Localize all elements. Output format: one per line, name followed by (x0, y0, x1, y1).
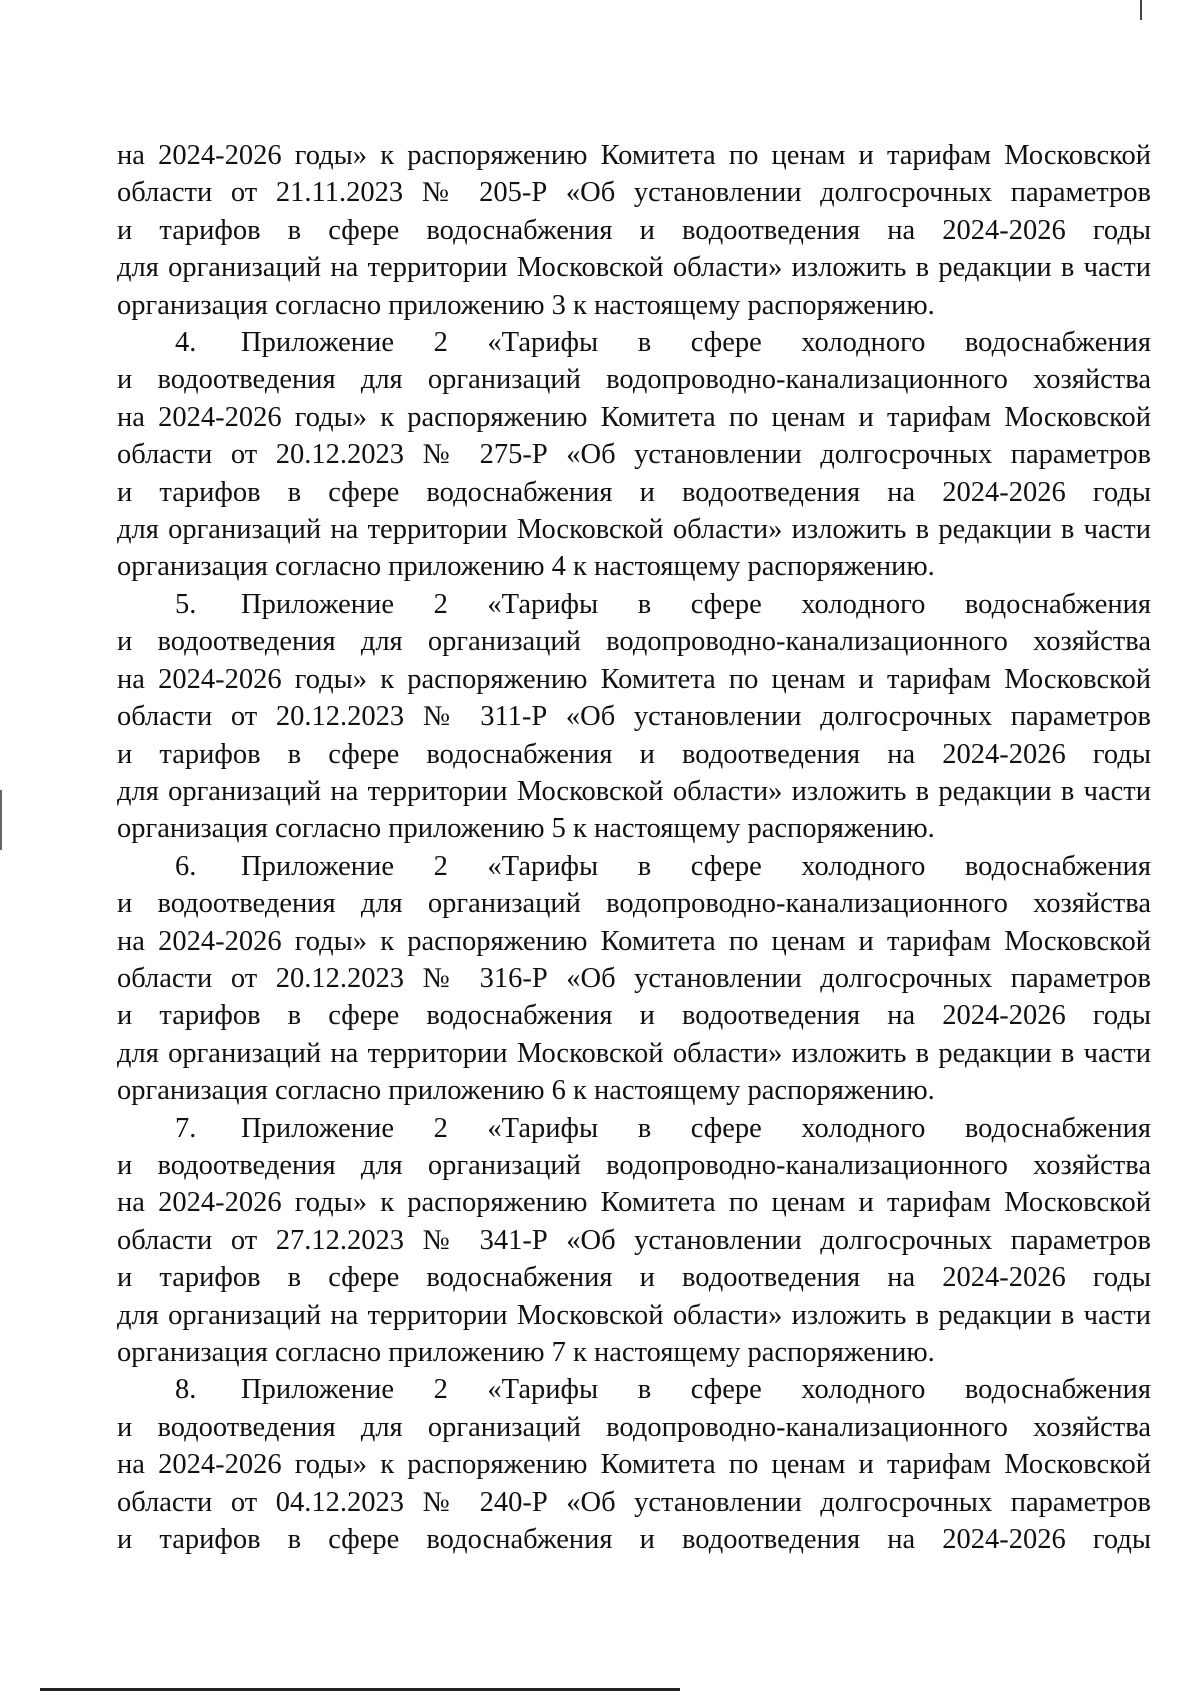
numbered-paragraph (117, 586, 1151, 848)
opening-paragraph (117, 137, 1151, 324)
text-line: для организаций на территории Московской области» изложить в редакции в части (117, 1037, 1151, 1069)
text-line: и водоотведения для организаций водопроводно-канализационного хозяйства (117, 888, 1151, 920)
text-line (117, 1371, 1151, 1408)
scan-edge-mark (0, 790, 2, 850)
text-line: и тарифов в сфере водоснабжения и водоотведения на 2024-2026 годы (117, 738, 1151, 770)
text-line: и водоотведения для организаций водопроводно-канализационного хозяйства (117, 626, 1151, 658)
text-line: и водоотведения для организаций водопроводно-канализационного хозяйства (117, 364, 1151, 396)
text-line: и водоотведения для организаций водопроводно-канализационного хозяйства (117, 1149, 1151, 1181)
item-number: 6. (175, 850, 197, 882)
text-line: организация согласно приложению 7 к настоящему распоряжению. (117, 1337, 935, 1368)
text-line: для организаций на территории Московской области» изложить в редакции в части (117, 252, 1151, 284)
numbered-paragraph (117, 1110, 1151, 1372)
text-line: организация согласно приложению 5 к настоящему распоряжению. (117, 813, 935, 845)
text-line: на 2024-2026 годы» к распоряжению Комитета по ценам и тарифам Московской (117, 140, 1151, 171)
text-line (117, 586, 1151, 623)
text-line: области от 20.12.2023 № 316-Р «Об установлении долгосрочных параметров (117, 962, 1151, 994)
text-line: организация согласно приложению 4 к настоящему распоряжению. (117, 551, 935, 583)
item-number: 8. (175, 1374, 197, 1406)
text-line: на 2024-2026 годы» к распоряжению Комитета по ценам и тарифам Московской (117, 401, 1151, 433)
text-line: на 2024-2026 годы» к распоряжению Комитета по ценам и тарифам Московской (117, 663, 1151, 695)
text-line: области от 21.11.2023 № 205-Р «Об установлении долгосрочных параметров (117, 177, 1151, 209)
scan-edge-mark (1140, 0, 1142, 20)
text-line (117, 324, 1151, 361)
numbered-paragraph (117, 1371, 1151, 1558)
text-line: и тарифов в сфере водоснабжения и водоотведения на 2024-2026 годы (117, 476, 1151, 508)
text-line: на 2024-2026 годы» к распоряжению Комитета по ценам и тарифам Московской (117, 1187, 1151, 1219)
item-first-line-text: Приложение 2 «Тарифы в сфере холодного водоснабжения (241, 1374, 1151, 1406)
item-first-line-text: Приложение 2 «Тарифы в сфере холодного водоснабжения (241, 1112, 1151, 1144)
numbered-paragraph (117, 848, 1151, 1110)
item-number: 7. (175, 1112, 197, 1144)
text-line: области от 27.12.2023 № 341-Р «Об установлении долгосрочных параметров (117, 1224, 1151, 1256)
text-line: для организаций на территории Московской области» изложить в редакции в части (117, 514, 1151, 546)
item-first-line-text: Приложение 2 «Тарифы в сфере холодного водоснабжения (241, 588, 1151, 620)
scan-bottom-rule (40, 1688, 680, 1691)
item-number: 5. (175, 588, 197, 620)
text-line: организация согласно приложению 3 к настоящему распоряжению. (117, 289, 935, 321)
text-line (117, 848, 1151, 885)
text-line: и водоотведения для организаций водопроводно-канализационного хозяйства (117, 1411, 1151, 1443)
item-first-line-text: Приложение 2 «Тарифы в сфере холодного водоснабжения (241, 327, 1151, 359)
text-line: для организаций на территории Московской области» изложить в редакции в части (117, 1299, 1151, 1331)
text-line: и тарифов в сфере водоснабжения и водоотведения на 2024-2026 годы (117, 1000, 1151, 1032)
text-line: для организаций на территории Московской области» изложить в редакции в части (117, 775, 1151, 807)
document-body (117, 137, 1151, 1558)
text-line (117, 1110, 1151, 1147)
text-line: организация согласно приложению 6 к настоящему распоряжению. (117, 1075, 935, 1107)
text-line: и тарифов в сфере водоснабжения и водоотведения на 2024-2026 годы (117, 1262, 1151, 1294)
item-first-line-text: Приложение 2 «Тарифы в сфере холодного водоснабжения (241, 850, 1151, 882)
numbered-paragraph (117, 324, 1151, 586)
text-line: и тарифов в сфере водоснабжения и водоотведения на 2024-2026 годы (117, 214, 1151, 246)
text-line: на 2024-2026 годы» к распоряжению Комитета по ценам и тарифам Московской (117, 925, 1151, 957)
text-line: области от 04.12.2023 № 240-Р «Об установлении долгосрочных параметров (117, 1486, 1151, 1518)
text-line: на 2024-2026 годы» к распоряжению Комитета по ценам и тарифам Московской (117, 1449, 1151, 1481)
text-line: и тарифов в сфере водоснабжения и водоотведения на 2024-2026 годы (117, 1524, 1151, 1556)
item-number: 4. (175, 327, 197, 359)
numbered-items (117, 324, 1151, 1558)
text-line: области от 20.12.2023 № 311-Р «Об установлении долгосрочных параметров (117, 701, 1151, 733)
text-line: области от 20.12.2023 № 275-Р «Об установлении долгосрочных параметров (117, 439, 1151, 471)
